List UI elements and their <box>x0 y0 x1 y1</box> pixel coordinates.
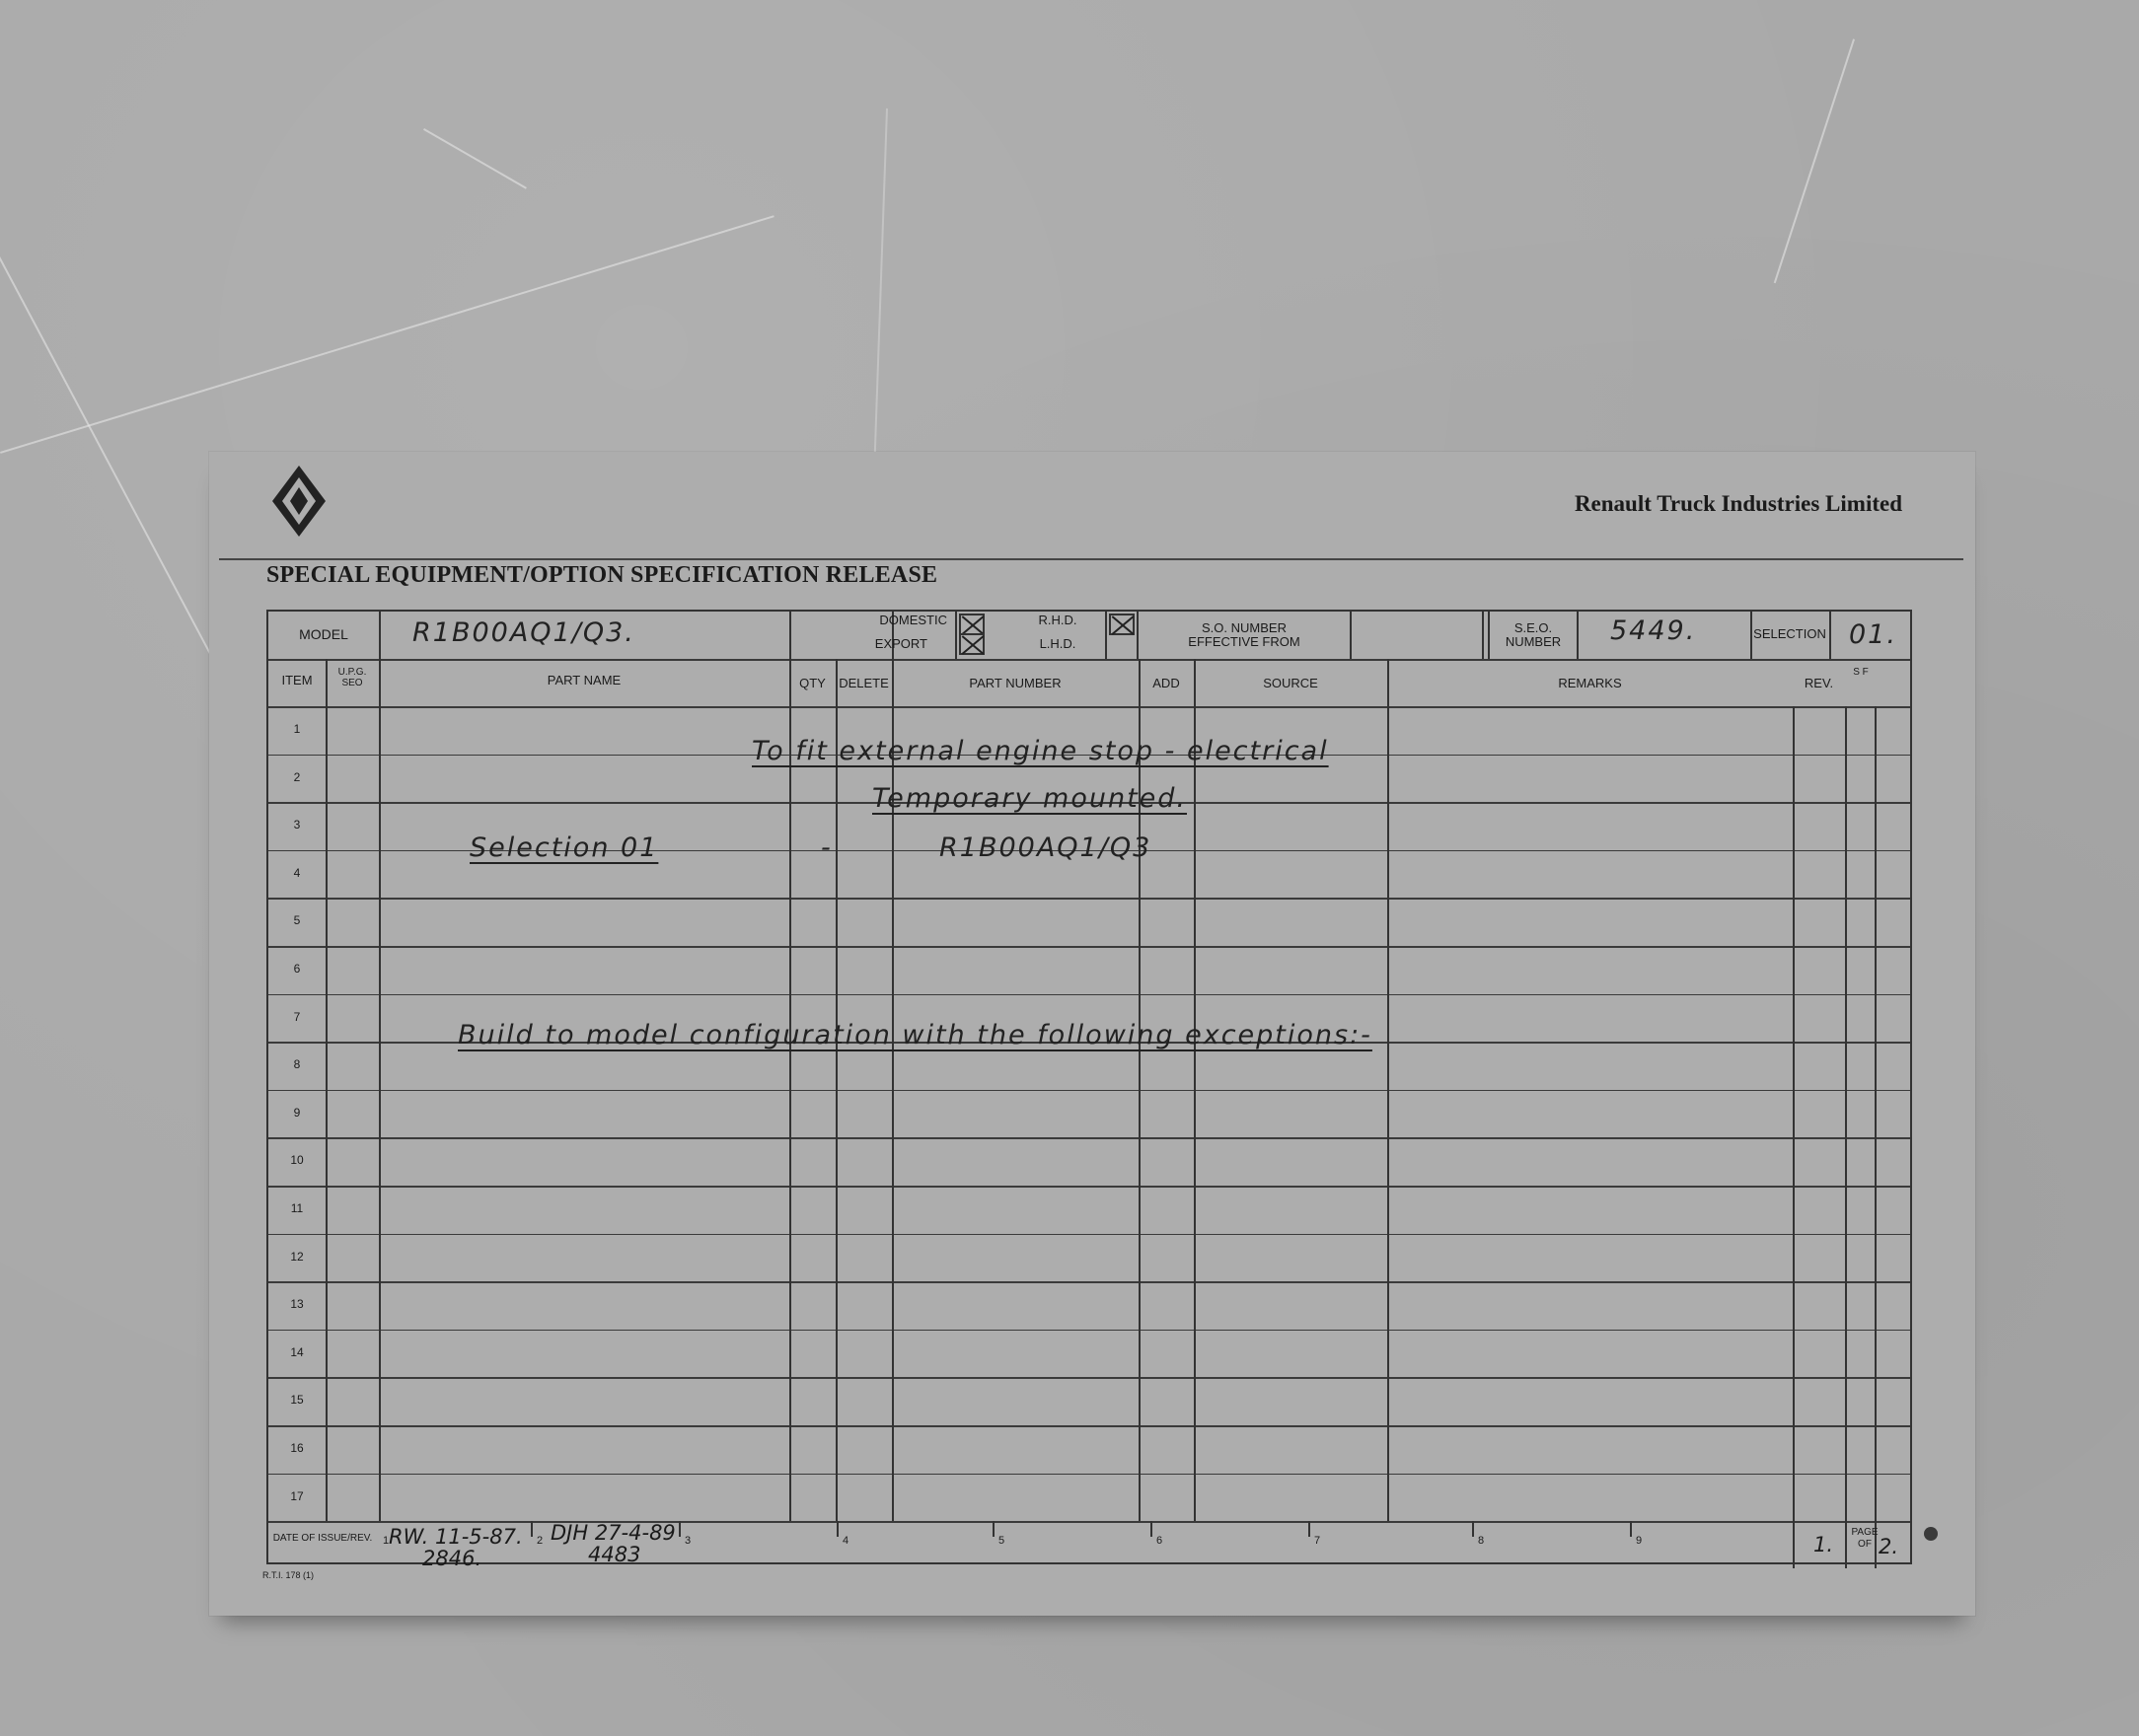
row-line <box>268 1377 1910 1379</box>
row-number: 15 <box>290 1393 304 1408</box>
revision-slot-number: 1 <box>383 1535 390 1547</box>
grid-line <box>268 706 1910 708</box>
seo-label: S.E.O. <box>1513 620 1553 635</box>
number-label: NUMBER <box>1505 634 1562 649</box>
selection-label: SELECTION <box>1753 626 1826 641</box>
domestic-label: DOMESTIC <box>879 613 947 627</box>
revision-slot-number: 6 <box>1156 1535 1163 1547</box>
slot-divider <box>1150 1521 1152 1537</box>
revision-slot-number: 5 <box>998 1535 1005 1547</box>
scratch-mark <box>423 128 527 189</box>
grid-col <box>836 659 838 1521</box>
revision-slot-number: 7 <box>1314 1535 1321 1547</box>
rhd-checkbox[interactable] <box>1109 614 1135 635</box>
row-line <box>268 946 1910 948</box>
grid-col <box>1577 612 1579 659</box>
row-number: 8 <box>293 1057 301 1072</box>
row-number: 9 <box>293 1105 301 1120</box>
row-line <box>268 1186 1910 1188</box>
entry-line-3-dash: - <box>821 832 833 863</box>
grid-col <box>1482 612 1484 659</box>
row-number: 2 <box>293 769 301 784</box>
add-header: ADD <box>1152 676 1180 690</box>
grid-col <box>1194 659 1196 1521</box>
row-number: 14 <box>290 1344 304 1359</box>
effective-from-label: EFFECTIVE FROM <box>1188 634 1300 649</box>
row-number: 5 <box>293 913 301 928</box>
rhd-label: R.H.D. <box>1038 613 1077 627</box>
entry-line-7: Build to model configuration with the following exceptions:- <box>458 1020 1372 1050</box>
revision-slot-number: 3 <box>685 1535 692 1547</box>
selection-value: 01. <box>1849 619 1897 650</box>
entry-line-2: Temporary mounted. <box>872 783 1187 814</box>
revision-slot-number: 8 <box>1478 1535 1485 1547</box>
revision-slot-number: 2 <box>537 1535 544 1547</box>
row-number: 13 <box>290 1297 304 1312</box>
slot-divider <box>993 1521 995 1537</box>
entry-line-3-name: Selection 01 <box>470 832 659 863</box>
form-grid <box>266 610 1912 1570</box>
scratch-mark <box>0 215 774 454</box>
grid-col <box>1829 612 1831 659</box>
grid-col <box>1488 612 1490 659</box>
part-number-header: PART NUMBER <box>969 676 1062 690</box>
grid-col <box>1387 659 1389 1521</box>
row-number: 4 <box>293 865 301 880</box>
delete-header: DELETE <box>839 676 889 690</box>
row-line <box>268 1090 1910 1092</box>
row-line <box>268 1474 1910 1476</box>
row-number: 11 <box>290 1201 304 1215</box>
domestic-checkbox[interactable] <box>959 614 985 635</box>
company-name: Renault Truck Industries Limited <box>1574 491 1902 516</box>
row-number: 16 <box>290 1441 304 1455</box>
page-number: 1. <box>1813 1533 1834 1556</box>
renault-logo-icon <box>270 464 328 539</box>
revision-slot-number: 4 <box>843 1535 849 1547</box>
grid-col <box>1793 706 1795 1568</box>
qty-header: QTY <box>799 676 826 690</box>
export-checkbox[interactable] <box>959 633 985 655</box>
row-line <box>268 1330 1910 1332</box>
scratch-mark <box>1774 38 1855 283</box>
page-total: 2. <box>1879 1535 1899 1558</box>
remarks-header: REMARKS <box>1558 676 1622 690</box>
top-rule <box>219 558 1963 560</box>
row-number: 1 <box>293 722 301 736</box>
revision-1-date: RW. 11-5-87. <box>389 1525 523 1549</box>
seo-number-value: 5449. <box>1610 615 1697 646</box>
grid-line <box>268 659 1910 661</box>
row-number: 7 <box>293 1009 301 1024</box>
lhd-label: L.H.D. <box>1039 636 1076 651</box>
slot-divider <box>1472 1521 1474 1537</box>
revision-2-number: 4483 <box>588 1543 641 1566</box>
row-line <box>268 898 1910 900</box>
row-line <box>268 1281 1910 1283</box>
row-line <box>268 1234 1910 1236</box>
slot-divider <box>1308 1521 1310 1537</box>
export-label: EXPORT <box>874 636 927 651</box>
row-number: 10 <box>290 1153 304 1168</box>
of-label: OF <box>1858 1539 1872 1550</box>
row-number: 6 <box>293 962 301 976</box>
slot-divider <box>1630 1521 1632 1537</box>
page-label: PAGE <box>1851 1527 1879 1538</box>
sf-header: S F <box>1853 667 1869 678</box>
grid-col <box>1875 706 1877 1568</box>
row-line <box>268 1137 1910 1139</box>
slot-divider <box>531 1521 533 1537</box>
grid-col <box>955 612 957 659</box>
model-label: MODEL <box>299 626 348 642</box>
grid-col <box>1105 612 1107 659</box>
grid-col <box>1137 612 1139 659</box>
grid-col <box>1350 612 1352 659</box>
date-of-issue-label: DATE OF ISSUE/REV. <box>272 1533 373 1544</box>
grid-col <box>1845 706 1847 1568</box>
footer-line <box>268 1521 1910 1523</box>
revision-1-number: 2846. <box>422 1547 482 1570</box>
form-code: R.T.I. 178 (1) <box>262 1570 315 1580</box>
part-name-header: PART NAME <box>547 673 622 687</box>
slot-divider <box>837 1521 839 1537</box>
rev-header: REV. <box>1804 676 1834 690</box>
scratch-mark <box>0 256 222 676</box>
row-number: 17 <box>290 1488 304 1503</box>
revision-2-date: DJH 27-4-89 <box>551 1521 676 1545</box>
entry-line-3-part: R1B00AQ1/Q3 <box>939 832 1152 863</box>
form-title: SPECIAL EQUIPMENT/OPTION SPECIFICATION RELEASE <box>266 562 938 588</box>
row-line <box>268 994 1910 996</box>
grid-col <box>326 659 328 1521</box>
revision-slot-number: 9 <box>1636 1535 1643 1547</box>
punch-mark <box>1924 1527 1938 1541</box>
item-header: ITEM <box>281 673 313 687</box>
model-value: R1B00AQ1/Q3. <box>412 617 635 648</box>
source-header: SOURCE <box>1263 676 1318 690</box>
entry-line-1: To fit external engine stop - electrical <box>752 736 1329 766</box>
row-line <box>268 1425 1910 1427</box>
row-number: 3 <box>293 818 301 832</box>
so-number-label: S.O. NUMBER <box>1202 620 1287 635</box>
slot-divider <box>679 1521 681 1537</box>
row-number: 12 <box>290 1249 304 1264</box>
upg-seo-header: U.P.G. SEO <box>337 667 367 688</box>
grid-col <box>379 612 381 1521</box>
specification-form <box>209 452 1975 1616</box>
